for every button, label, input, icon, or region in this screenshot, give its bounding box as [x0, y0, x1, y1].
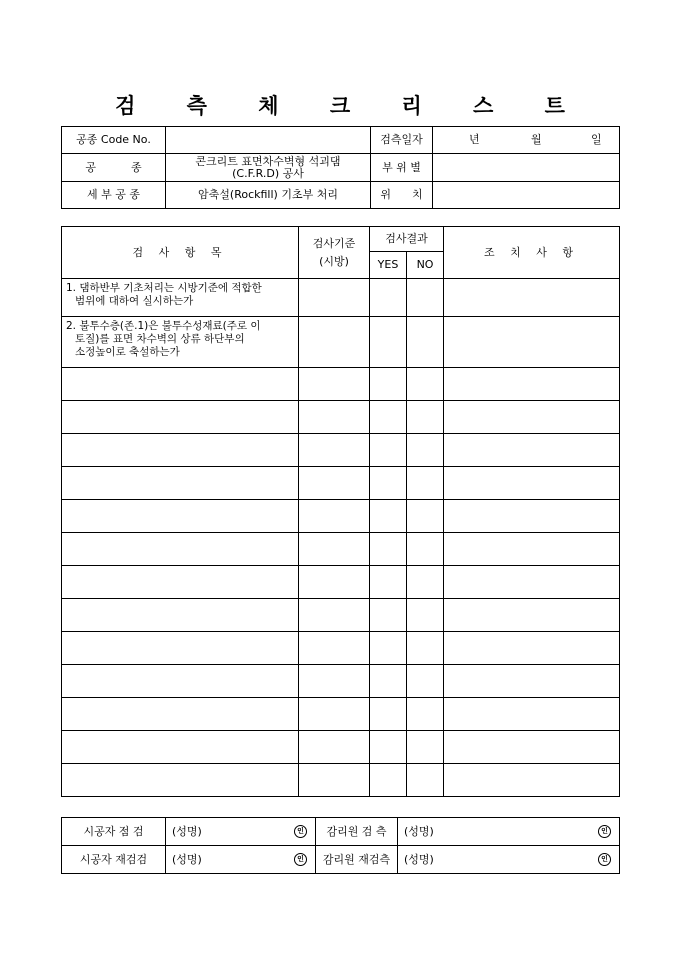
- check-item-2-line1: 2. 불투수층(존.1)은 불투수성재료(주로 이: [66, 320, 261, 332]
- part-field[interactable]: [433, 154, 620, 182]
- table-row: [62, 500, 620, 533]
- location-label: 위 치: [371, 182, 433, 209]
- table-row: [62, 279, 620, 317]
- header-standard-line2: (시방): [319, 254, 349, 268]
- action-cell[interactable]: [444, 317, 620, 368]
- date-year-label: 년: [469, 133, 480, 146]
- action-cell[interactable]: [444, 731, 620, 764]
- date-month-label: 월: [531, 133, 542, 146]
- work-value: [166, 154, 371, 182]
- inspector-sign-field[interactable]: [166, 818, 316, 846]
- resupervisor-sign-field[interactable]: [398, 846, 620, 874]
- yes-cell[interactable]: [370, 566, 407, 599]
- standard-cell[interactable]: [299, 698, 370, 731]
- yes-cell[interactable]: [370, 698, 407, 731]
- inspector-label: 시공자 점 검: [62, 818, 166, 846]
- action-cell[interactable]: [444, 279, 620, 317]
- action-cell[interactable]: [444, 467, 620, 500]
- standard-cell[interactable]: [299, 467, 370, 500]
- no-cell[interactable]: [407, 368, 444, 401]
- header-result: 검사결과: [370, 227, 444, 252]
- checklist-table: [61, 226, 620, 797]
- yes-cell[interactable]: [370, 632, 407, 665]
- seal-icon: 인: [294, 853, 307, 866]
- table-row: [62, 764, 620, 797]
- table-row: [62, 599, 620, 632]
- reinspector-sign-field[interactable]: [166, 846, 316, 874]
- code-label: 공종 Code No.: [62, 127, 166, 154]
- item-cell[interactable]: [62, 401, 299, 434]
- resupervisor-label: 감리원 재검측: [316, 846, 398, 874]
- item-cell[interactable]: [62, 566, 299, 599]
- action-cell[interactable]: [444, 566, 620, 599]
- standard-cell[interactable]: [299, 368, 370, 401]
- yes-cell[interactable]: [370, 764, 407, 797]
- standard-cell[interactable]: [299, 279, 370, 317]
- action-cell[interactable]: [444, 599, 620, 632]
- action-cell[interactable]: [444, 434, 620, 467]
- action-cell[interactable]: [444, 500, 620, 533]
- supervisor-name-label: (성명): [404, 824, 434, 838]
- table-row: [62, 401, 620, 434]
- work-value-line1: 콘크리트 표면차수벽형 석괴댐: [195, 154, 341, 168]
- date-field[interactable]: [433, 127, 620, 154]
- no-cell[interactable]: [407, 632, 444, 665]
- no-cell[interactable]: [407, 731, 444, 764]
- info-table: [61, 126, 620, 209]
- yes-cell[interactable]: [370, 279, 407, 317]
- item-cell[interactable]: [62, 434, 299, 467]
- check-item-2-line2: 토질)를 표면 차수벽의 상류 하단부의: [75, 333, 245, 346]
- part-label: 부 위 별: [371, 154, 433, 182]
- action-cell[interactable]: [444, 665, 620, 698]
- yes-cell[interactable]: [370, 599, 407, 632]
- date-day-label: 일: [591, 133, 602, 146]
- header-action: 조 치 사 항: [444, 227, 620, 279]
- work-value-line2: (C.F.R.D) 공사: [232, 166, 304, 180]
- no-cell[interactable]: [407, 566, 444, 599]
- date-label: 검측일자: [371, 127, 433, 154]
- table-row: [62, 698, 620, 731]
- check-item-2-line3: 소정높이로 축설하는가: [75, 346, 180, 359]
- no-cell[interactable]: [407, 764, 444, 797]
- item-cell[interactable]: [62, 368, 299, 401]
- item-cell[interactable]: [62, 599, 299, 632]
- header-yes: YES: [370, 252, 407, 279]
- check-item-1: [62, 279, 299, 317]
- action-cell[interactable]: [444, 533, 620, 566]
- action-cell[interactable]: [444, 368, 620, 401]
- resupervisor-name-label: (성명): [404, 852, 434, 866]
- no-cell[interactable]: [407, 665, 444, 698]
- standard-cell[interactable]: [299, 599, 370, 632]
- no-cell[interactable]: [407, 533, 444, 566]
- standard-cell[interactable]: [299, 317, 370, 368]
- no-cell[interactable]: [407, 279, 444, 317]
- item-cell[interactable]: [62, 764, 299, 797]
- location-field[interactable]: [433, 182, 620, 209]
- standard-cell[interactable]: [299, 731, 370, 764]
- standard-cell[interactable]: [299, 434, 370, 467]
- yes-cell[interactable]: [370, 317, 407, 368]
- yes-cell[interactable]: [370, 368, 407, 401]
- inspector-name-label: (성명): [172, 824, 202, 838]
- table-row: [62, 665, 620, 698]
- table-row: [62, 434, 620, 467]
- seal-icon: 인: [598, 825, 611, 838]
- header-no: NO: [407, 252, 444, 279]
- yes-cell[interactable]: [370, 665, 407, 698]
- item-cell[interactable]: [62, 500, 299, 533]
- reinspector-label: 시공자 재검검: [62, 846, 166, 874]
- item-cell[interactable]: [62, 731, 299, 764]
- standard-cell[interactable]: [299, 566, 370, 599]
- check-item-1-line1: 1. 댐하반부 기초처리는 시방기준에 적합한: [66, 282, 262, 294]
- action-cell[interactable]: [444, 632, 620, 665]
- standard-cell[interactable]: [299, 401, 370, 434]
- item-cell[interactable]: [62, 467, 299, 500]
- no-cell[interactable]: [407, 500, 444, 533]
- yes-cell[interactable]: [370, 401, 407, 434]
- standard-cell[interactable]: [299, 665, 370, 698]
- no-cell[interactable]: [407, 317, 444, 368]
- supervisor-sign-field[interactable]: [398, 818, 620, 846]
- header-standard-line1: 검사기준: [312, 236, 356, 250]
- no-cell[interactable]: [407, 698, 444, 731]
- code-field[interactable]: [166, 127, 371, 154]
- seal-icon: 인: [294, 825, 307, 838]
- detail-label: 세 부 공 종: [62, 182, 166, 209]
- signature-table: [61, 817, 620, 874]
- item-cell[interactable]: [62, 533, 299, 566]
- table-row: [62, 632, 620, 665]
- page-title: 검 측 체 크 리 스 트: [115, 93, 587, 118]
- item-cell[interactable]: [62, 665, 299, 698]
- yes-cell[interactable]: [370, 500, 407, 533]
- action-cell[interactable]: [444, 698, 620, 731]
- detail-value: 암축설(Rockfill) 기초부 처리: [166, 182, 371, 209]
- table-row: [62, 317, 620, 368]
- reinspector-name-label: (성명): [172, 852, 202, 866]
- table-row: [62, 731, 620, 764]
- no-cell[interactable]: [407, 434, 444, 467]
- supervisor-label: 감리원 검 측: [316, 818, 398, 846]
- header-item: 검 사 항 목: [62, 227, 299, 279]
- table-row: [62, 566, 620, 599]
- check-item-1-line2: 범위에 대하여 실시하는가: [75, 295, 194, 308]
- table-row: [62, 368, 620, 401]
- item-cell[interactable]: [62, 632, 299, 665]
- no-cell[interactable]: [407, 599, 444, 632]
- action-cell[interactable]: [444, 764, 620, 797]
- table-row: [62, 533, 620, 566]
- empty-rows: [62, 368, 620, 797]
- standard-cell[interactable]: [299, 764, 370, 797]
- standard-cell[interactable]: [299, 632, 370, 665]
- no-cell[interactable]: [407, 401, 444, 434]
- action-cell[interactable]: [444, 401, 620, 434]
- item-cell[interactable]: [62, 698, 299, 731]
- yes-cell[interactable]: [370, 533, 407, 566]
- table-row: [62, 467, 620, 500]
- seal-icon: 인: [598, 853, 611, 866]
- no-cell[interactable]: [407, 467, 444, 500]
- standard-cell[interactable]: [299, 533, 370, 566]
- yes-cell[interactable]: [370, 434, 407, 467]
- work-label: 공 종: [62, 154, 166, 182]
- check-item-2: [62, 317, 299, 368]
- yes-cell[interactable]: [370, 731, 407, 764]
- header-standard: [299, 227, 370, 279]
- standard-cell[interactable]: [299, 500, 370, 533]
- yes-cell[interactable]: [370, 467, 407, 500]
